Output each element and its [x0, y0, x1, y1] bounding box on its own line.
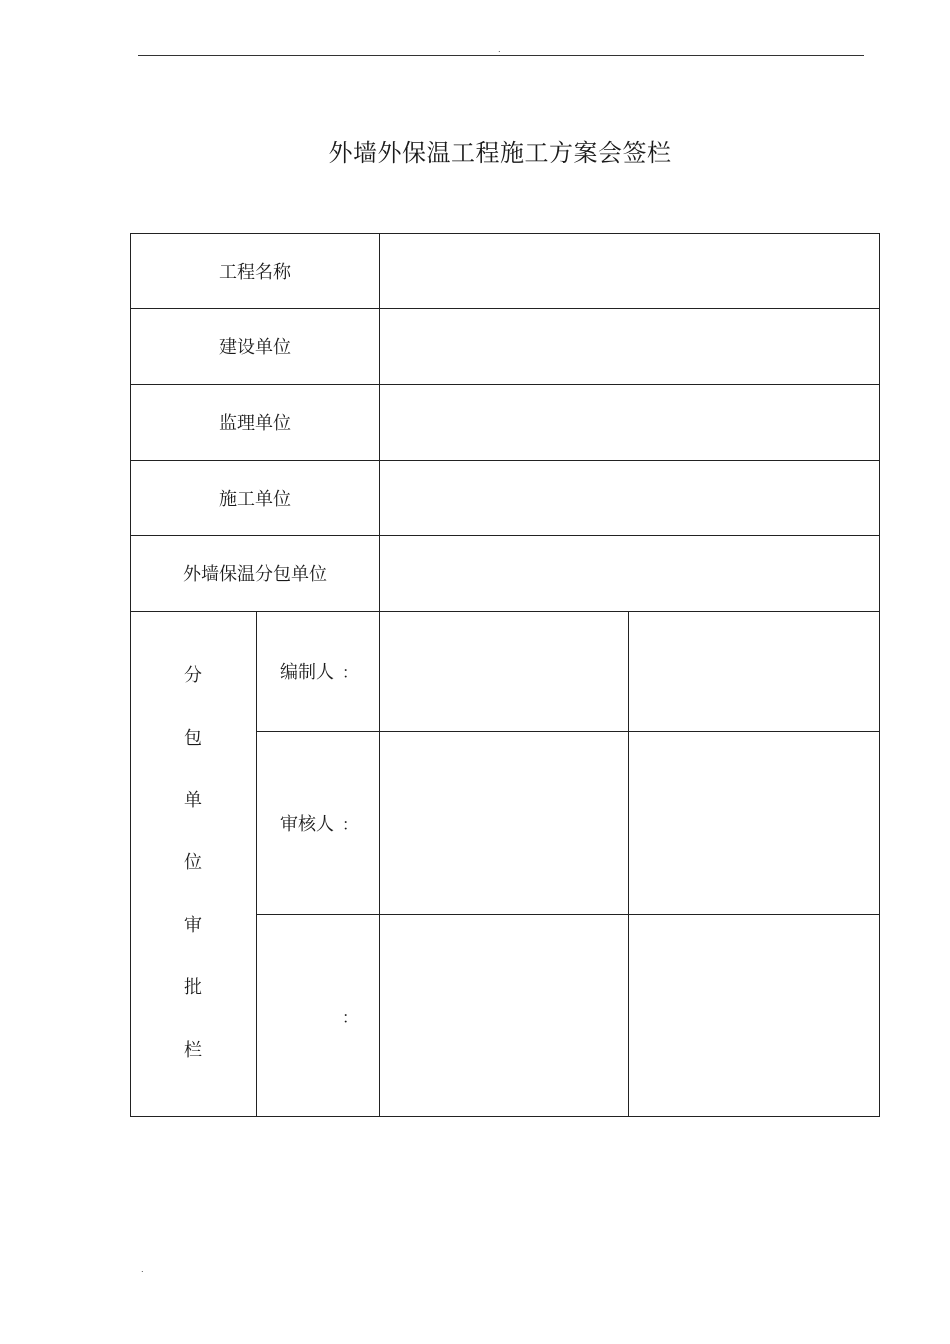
- insulation-subcontractor-field[interactable]: [380, 535, 879, 611]
- header-rule: [138, 55, 864, 56]
- section-label-char: 分: [184, 665, 202, 686]
- approver-label: [256, 914, 380, 1116]
- contractor-unit-field[interactable]: [380, 460, 879, 535]
- preparer-date-field[interactable]: [629, 612, 879, 731]
- supervision-unit-label: 监理单位: [219, 413, 291, 434]
- section-label-char: 审: [184, 915, 202, 936]
- approver-date-field[interactable]: [629, 915, 879, 1116]
- project-name-label: 工程名称: [219, 261, 291, 283]
- table-border-bottom: [130, 1116, 880, 1117]
- reviewer-label: 审核人: [280, 813, 334, 835]
- footer-mark: .: [141, 1265, 144, 1274]
- page-title: 外墙外保温工程施工方案会签栏: [328, 139, 672, 167]
- sign-off-form: [130, 233, 880, 1117]
- supervision-unit-field[interactable]: [380, 384, 879, 460]
- construction-unit-field[interactable]: [380, 308, 879, 384]
- insulation-subcontractor-label: 外墙保温分包单位: [183, 564, 327, 585]
- contractor-unit-label: 施工单位: [219, 488, 291, 510]
- preparer-signature-field[interactable]: [380, 612, 628, 731]
- approver-signature-field[interactable]: [380, 915, 628, 1116]
- section-label-char: 包: [184, 728, 202, 749]
- section-label-char: 位: [184, 852, 202, 873]
- section-label-char: 批: [184, 977, 202, 998]
- header-mark: .: [498, 45, 501, 54]
- reviewer-date-field[interactable]: [629, 732, 879, 914]
- construction-unit-label: 建设单位: [219, 337, 291, 358]
- reviewer-colon: ：: [342, 815, 359, 834]
- reviewer-signature-field[interactable]: [380, 732, 628, 914]
- approver-colon: ：: [342, 1008, 359, 1027]
- section-label-char: 单: [184, 790, 202, 811]
- project-name-field[interactable]: [380, 233, 879, 308]
- preparer-label: 编制人: [280, 662, 334, 683]
- preparer-colon: ：: [342, 663, 359, 682]
- table-border-right: [879, 233, 880, 1117]
- section-label-char: 栏: [184, 1040, 202, 1061]
